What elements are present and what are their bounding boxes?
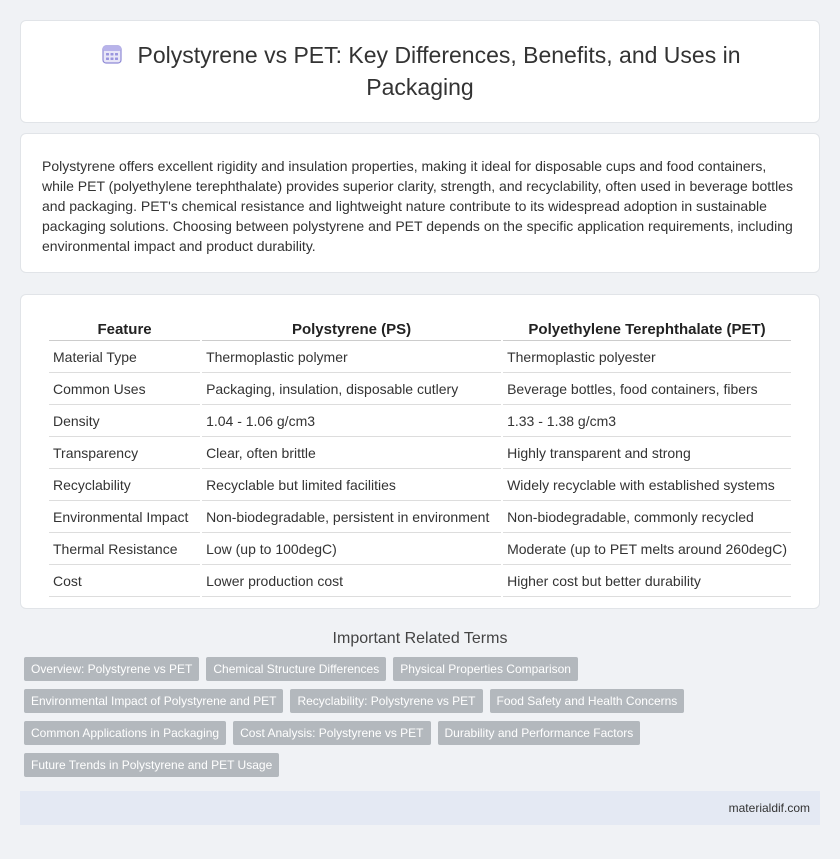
related-term-tag[interactable]: Food Safety and Health Concerns — [490, 689, 685, 713]
pet-cell: Widely recyclable with established systems — [503, 471, 791, 501]
related-term-tag[interactable]: Common Applications in Packaging — [24, 721, 226, 745]
intro-paragraph: Polystyrene offers excellent rigidity and insulation properties, making it ideal for disposable cups and food containers, while PET (polyethylene terephthalate) provides superior clarity, strength, and recyclability, often used in beverage bottles and packaging. PET's chemical resistance and lightweight nature contribute to its widespread adoption in sustainable packaging solutions. Choosing between polystyrene and PET depends on the specific application requirements, including environmental impact and product durability. — [42, 158, 793, 254]
pet-cell: Non-biodegradable, commonly recycled — [503, 503, 791, 533]
header-polystyrene: Polystyrene (PS) — [202, 317, 501, 341]
page-title-text: Polystyrene vs PET: Key Differences, Benefits, and Uses in Packaging — [137, 42, 741, 100]
polystyrene-cell: Recyclable but limited facilities — [202, 471, 501, 501]
feature-cell: Recyclability — [49, 471, 200, 501]
table-row — [49, 375, 791, 405]
polystyrene-cell: 1.04 - 1.06 g/cm3 — [202, 407, 501, 437]
related-term-tag[interactable]: Chemical Structure Differences — [206, 657, 386, 681]
footer — [20, 791, 820, 825]
feature-cell: Cost — [49, 567, 200, 597]
intro-card — [20, 133, 820, 273]
feature-cell: Thermal Resistance — [49, 535, 200, 565]
table-header-row — [49, 317, 791, 341]
comparison-table-card — [20, 294, 820, 609]
feature-cell: Environmental Impact — [49, 503, 200, 533]
table-row — [49, 407, 791, 437]
table-row — [49, 343, 791, 373]
related-terms-heading: Important Related Terms — [332, 630, 508, 647]
polystyrene-cell: Thermoplastic polymer — [202, 343, 501, 373]
polystyrene-cell: Lower production cost — [202, 567, 501, 597]
table-row — [49, 439, 791, 469]
pet-cell: Beverage bottles, food containers, fibers — [503, 375, 791, 405]
table-row — [49, 567, 791, 597]
related-term-tag[interactable]: Overview: Polystyrene vs PET — [24, 657, 199, 681]
header-feature: Feature — [49, 317, 200, 341]
related-term-tag[interactable]: Recyclability: Polystyrene vs PET — [290, 689, 482, 713]
header-pet: Polyethylene Terephthalate (PET) — [503, 317, 791, 341]
table-row — [49, 471, 791, 501]
feature-cell: Common Uses — [49, 375, 200, 405]
comparison-table — [47, 315, 793, 599]
feature-cell: Material Type — [49, 343, 200, 373]
feature-cell: Density — [49, 407, 200, 437]
related-term-tag[interactable]: Durability and Performance Factors — [438, 721, 641, 745]
page-title — [70, 41, 770, 102]
title-card — [20, 20, 820, 123]
related-term-tag[interactable]: Physical Properties Comparison — [393, 657, 578, 681]
calendar-grid-icon — [100, 42, 124, 73]
related-term-tag[interactable]: Future Trends in Polystyrene and PET Usage — [24, 753, 279, 777]
pet-cell: Moderate (up to PET melts around 260degC) — [503, 535, 791, 565]
polystyrene-cell: Clear, often brittle — [202, 439, 501, 469]
footer-site-link[interactable]: materialdif.com — [728, 801, 810, 815]
table-row — [49, 503, 791, 533]
pet-cell: 1.33 - 1.38 g/cm3 — [503, 407, 791, 437]
pet-cell: Thermoplastic polyester — [503, 343, 791, 373]
pet-cell: Higher cost but better durability — [503, 567, 791, 597]
pet-cell: Highly transparent and strong — [503, 439, 791, 469]
polystyrene-cell: Packaging, insulation, disposable cutlery — [202, 375, 501, 405]
polystyrene-cell: Low (up to 100degC) — [202, 535, 501, 565]
table-row — [49, 535, 791, 565]
related-term-tag[interactable]: Cost Analysis: Polystyrene vs PET — [233, 721, 430, 745]
related-term-tag[interactable]: Environmental Impact of Polystyrene and PET — [24, 689, 283, 713]
polystyrene-cell: Non-biodegradable, persistent in environment — [202, 503, 501, 533]
related-terms-list — [20, 657, 704, 777]
feature-cell: Transparency — [49, 439, 200, 469]
